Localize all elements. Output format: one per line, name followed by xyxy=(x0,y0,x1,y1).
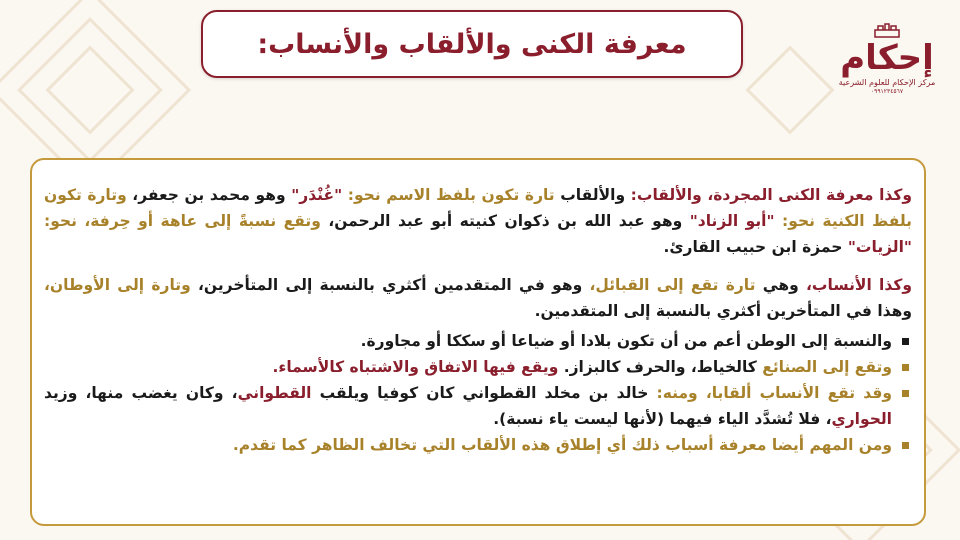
p2-seg-gold: وتارة إلى الأوطان، xyxy=(44,276,191,294)
logo-emblem-icon xyxy=(874,22,900,38)
point-text: ومن المهم أيضا معرفة أسباب ذلك أي إطلاق هذه الألقاب التي تخالف الظاهر كما تقدم. xyxy=(232,436,892,454)
p1-seg: حمزة ابن حبيب القارئ. xyxy=(663,238,848,256)
p2-seg: وهذا في المتأخرين أكثري بالنسبة إلى المتقدمين. xyxy=(534,302,912,320)
points-list xyxy=(44,328,912,458)
point-text: والنسبة إلى الوطن أعم من أن تكون بلادا أو ضياعا أو سككا أو مجاورة. xyxy=(360,332,892,350)
p2-seg: وهي xyxy=(755,276,799,294)
point-text: كالخياط، والحرف كالبزاز. xyxy=(558,358,757,376)
point-text: وقد تقع الأنساب ألقابا، ومنه: xyxy=(648,384,893,402)
point-text: ويقع فيها الاتفاق والاشتباه كالأسماء. xyxy=(272,358,559,376)
point-text: خالد بن مخلد القطواني كان كوفيا ويلقب xyxy=(311,384,649,402)
square-bullet-icon xyxy=(902,338,909,345)
p2-heading: وكذا الأنساب، xyxy=(798,276,912,294)
point-text: الحواري xyxy=(831,410,892,428)
paragraph-kunya-alqab xyxy=(44,182,912,260)
p1-example-ghundar: "غُنْدَر" xyxy=(291,186,343,204)
list-item xyxy=(44,354,912,380)
p1-example-zayyat: "الزيات" xyxy=(847,238,912,256)
list-item xyxy=(44,432,912,458)
p2-seg-gold: تارة تقع إلى القبائل، xyxy=(582,276,756,294)
p1-seg-gold: وتقع نسبةً إلى عاهة أو حِرفة، نحو: xyxy=(44,212,321,230)
point-text: ، فلا تُشدَّد الياء فيهما (لأنها ليست ياء نسبة). xyxy=(493,410,832,428)
p1-seg: وهو عبد الله بن ذكوان كنيته أبو عبد الرحمن، xyxy=(320,212,690,230)
p1-seg-gold: وتارة تكون بلفظ الكنية نحو: xyxy=(44,186,912,230)
logo xyxy=(832,22,942,102)
title-box xyxy=(201,10,743,78)
square-bullet-icon xyxy=(902,442,909,449)
content-box xyxy=(30,158,926,526)
list-item xyxy=(44,380,912,432)
page-title: معرفة الكنى والألقاب والأنساب: xyxy=(257,28,687,60)
square-bullet-icon xyxy=(902,364,909,371)
point-text: ، وكان يغضب منها، وزيد xyxy=(44,384,238,402)
list-item xyxy=(44,328,912,354)
p1-example-abu-alzinad: "أبو الزناد" xyxy=(689,212,775,230)
p1-heading: وكذا معرفة الكنى المجردة، والألقاب: xyxy=(625,186,912,204)
p1-seg-gold: تارة تكون بلفظ الاسم نحو: xyxy=(342,186,555,204)
p1-seg: والألقاب xyxy=(554,186,626,204)
logo-subtitle: مركز الإحكام للعلوم الشرعية xyxy=(838,78,936,87)
point-text: القطواني xyxy=(237,384,312,402)
point-text: وتقع إلى الصنائع xyxy=(756,358,892,376)
p1-seg: وهو محمد بن جعفر، xyxy=(126,186,292,204)
p2-seg: وهو في المتقدمين أكثري بالنسبة إلى المتأخرين، xyxy=(190,276,583,294)
logo-phone: ٠٩٩١٢٣٤٥٦٧ xyxy=(870,88,904,95)
paragraph-ansab xyxy=(44,272,912,324)
logo-text: إحكام xyxy=(840,38,934,78)
square-bullet-icon xyxy=(902,390,909,397)
